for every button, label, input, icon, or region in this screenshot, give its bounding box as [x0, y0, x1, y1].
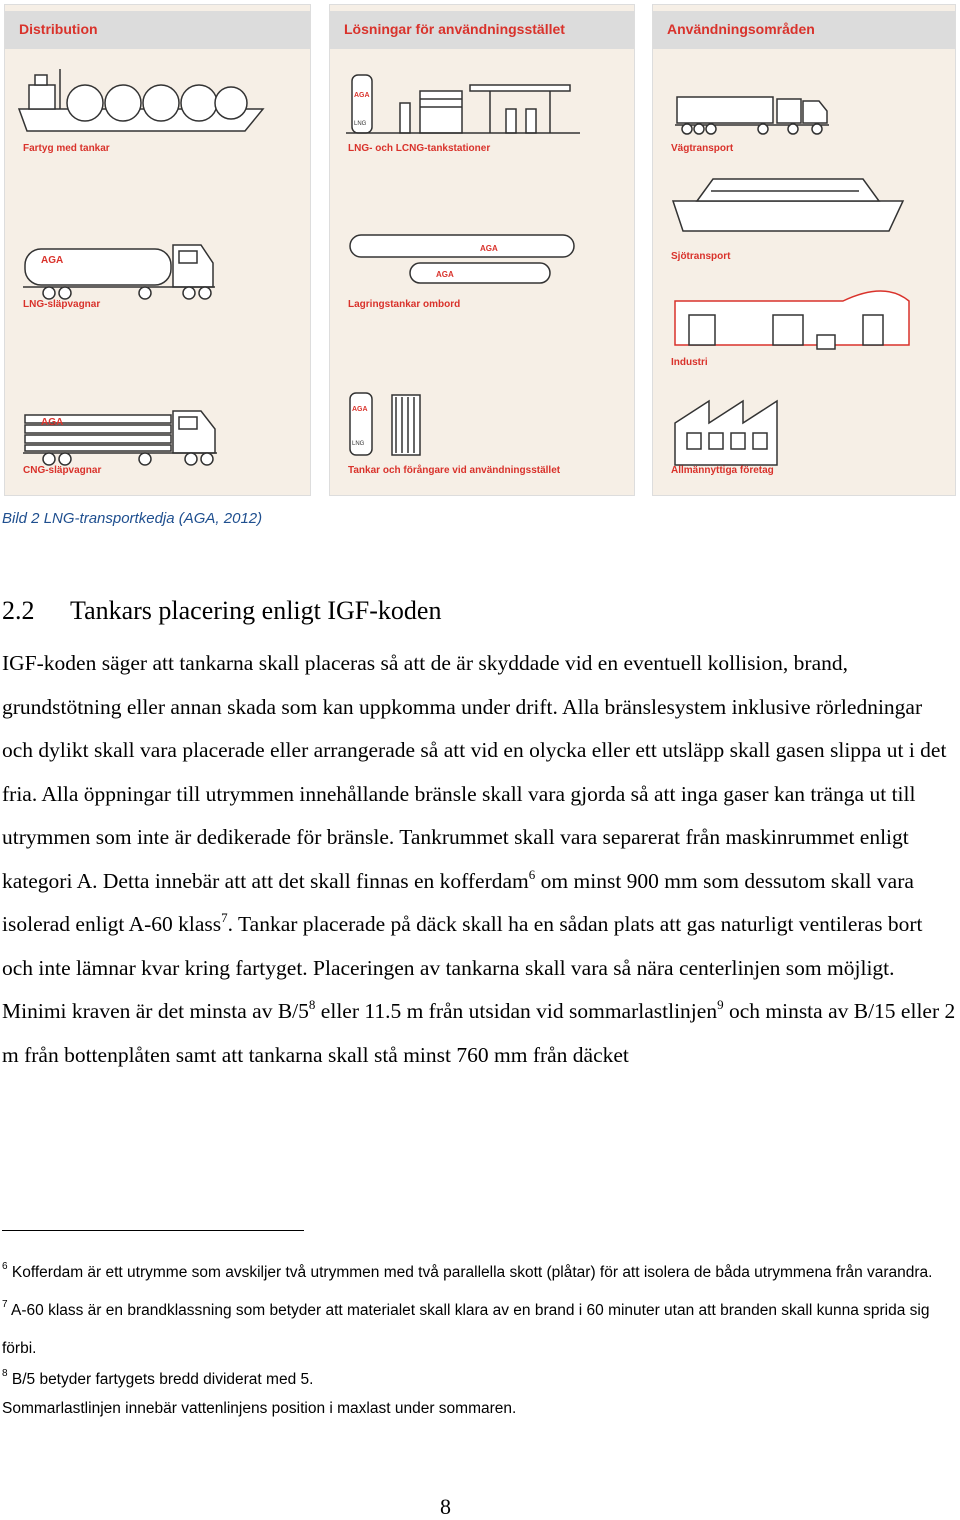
- label-tank-stations: LNG- och LCNG-tankstationer: [348, 143, 491, 154]
- footnote: [2, 1254, 952, 1292]
- section-heading: [2, 596, 441, 626]
- panel-solutions: [329, 4, 635, 496]
- ferry-icon: [673, 179, 903, 231]
- body-paragraph: [2, 642, 958, 1077]
- solutions-illustrations: [330, 5, 636, 497]
- paragraph-text-2: om minst 900 mm som dessutom skall vara isolerad enligt A-60 klass: [2, 868, 914, 936]
- label-road-transport: Vägtransport: [671, 143, 734, 154]
- station-tank-tag: LNG: [354, 121, 367, 127]
- storage-tank-brand: AGA: [480, 244, 498, 253]
- panel-title: Distribution: [19, 21, 98, 37]
- label-sea-transport: Sjötransport: [671, 251, 731, 262]
- tank-brand: AGA: [352, 406, 368, 413]
- footnote-ref-7: 7: [221, 910, 228, 925]
- label-cng-trailer: CNG-släpvagnar: [23, 465, 102, 476]
- footnote-text: B/5 betyder fartygets bredd dividerat med 5.: [11, 1371, 314, 1388]
- footnote: [2, 1292, 952, 1368]
- factory-icon: [675, 401, 777, 465]
- footnotes: [2, 1254, 952, 1422]
- tank-ship-icon: [19, 69, 263, 131]
- panel-distribution: [4, 4, 311, 496]
- panel-title: Lösningar för användningsstället: [344, 21, 565, 37]
- section-title: Tankars placering enligt IGF-koden: [70, 596, 442, 625]
- label-lng-trailer: LNG-släpvagnar: [23, 299, 101, 310]
- figure-caption: Bild 2 LNG-transportkedja (AGA, 2012): [2, 510, 263, 527]
- tank-station-icon: [346, 75, 580, 133]
- storage-tank-brand-2: AGA: [436, 270, 454, 279]
- cng-trailer-brand: AGA: [41, 417, 64, 428]
- footnote-number: 7: [2, 1299, 8, 1310]
- label-ship-tanks: Fartyg med tankar: [23, 143, 110, 154]
- paragraph-text-5: och minsta av B/15 eller 2 m från bottenplåten samt att tankarna skall stå minst 760 mm från däcket: [2, 999, 956, 1067]
- footnote-separator: [2, 1230, 304, 1231]
- label-industry: Industri: [671, 357, 708, 368]
- paragraph-text-1: IGF-koden säger att tankarna skall placeras så att de är skyddade vid en eventuell kollision, brand, grundstötning eller annan skada som kan uppkomma under drift. Alla bränslesystem inklusive rörledningar och dylikt skall vara placerade eller arrangerade så att vid en olycka eller ett utsläpp skall gasen slippa ut i det fria. Alla öppningar till utrymmen innehållande bränsle skall vara gjorda så att inga gaser kan tränga ut till utrymmen som inte är dedikerade för bränsle. Tankrummet skall vara separerat från maskinrummet enligt kategori A. Detta innebär att att det skall finnas en kofferdam: [2, 651, 947, 893]
- paragraph-text-4: eller 11.5 m från utsidan vid sommarlastlinjen: [315, 999, 718, 1023]
- footnote-ref-6: 6: [528, 866, 536, 882]
- page-number: 8: [440, 1494, 451, 1519]
- footnote-number: 8: [2, 1368, 8, 1379]
- footnote-ref-9: 9: [717, 997, 724, 1012]
- footnote-ref-8: 8: [308, 997, 316, 1012]
- label-tanks-vaporizers: Tankar och förångare vid användningsstället: [348, 465, 561, 476]
- label-storage-onboard: Lagringstankar ombord: [348, 299, 461, 310]
- industry-icon: [675, 291, 909, 349]
- footnote-number: 6: [2, 1261, 8, 1272]
- footnote-text: Kofferdam är ett utrymme som avskiljer två utrymmen med två parallella skott (plåtar) för att isolera de båda utrymmena från varandra.: [11, 1264, 933, 1281]
- paragraph-text-3: . Tankar placerade på däck skall ha en sådan plats att gas naturligt ventileras bort och inte lämnar kvar kring fartyget. Placeringen av tankarna skall vara så nära centerlinjen som möjligt. Minimi kraven är det minsta av B/5: [2, 912, 923, 1023]
- panel-applications: [652, 4, 956, 496]
- lng-transport-chain-figure: [4, 4, 956, 496]
- onboard-storage-tanks-icon: [350, 235, 574, 283]
- truck-icon: [675, 97, 829, 134]
- trailer-brand: AGA: [41, 255, 64, 266]
- panel-title: Användningsområden: [667, 21, 815, 37]
- tank-tag: LNG: [352, 441, 365, 447]
- station-brand: AGA: [354, 92, 370, 99]
- lng-trailer-icon: [23, 245, 215, 299]
- footnote-text: A-60 klass är en brandklassning som betyder att materialet skall klara av en brand i 60 minuter utan att branden skall kunna sprida sig förbi.: [2, 1302, 930, 1357]
- section-number: 2.2: [2, 596, 35, 625]
- footnote: [2, 1364, 952, 1396]
- footnote-continuation: Sommarlastlinjen innebär vattenlinjens position i maxlast under sommaren.: [2, 1400, 517, 1417]
- distribution-illustrations: [5, 5, 312, 497]
- label-utilities: Allmännyttiga företag: [671, 465, 774, 476]
